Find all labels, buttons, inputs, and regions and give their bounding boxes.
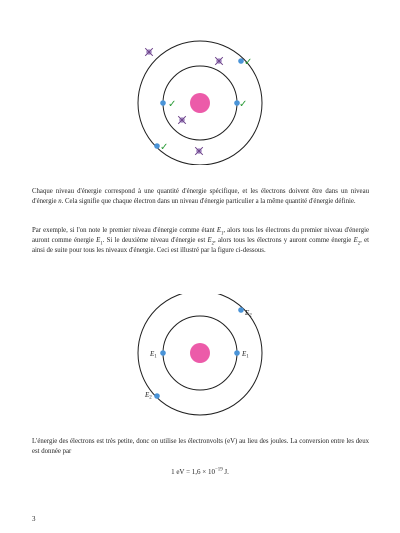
text-segment: Chaque niveau d'énergie correspond à une quantité d'énergie spécifique, et les électrons doivent être dans un niveau d'énergie — [32, 188, 369, 205]
electron-inner-left — [160, 350, 166, 356]
formula-lhs: 1 eV = 1,6 × 10 — [171, 468, 216, 476]
math-variable: E — [207, 237, 212, 244]
paragraph-electronvolt: L'énergie des électrons est très petite, donc on utilise les électronvolts (eV) au lieu des joules. La conversion entre les deux est donnée par — [32, 438, 369, 455]
electron-outer-bottom-left — [154, 393, 160, 399]
electron-outer-bottom-left — [154, 143, 160, 149]
text-segment: , alors tous les électrons du premier niveau d'énergie auront comme énergie — [32, 227, 369, 244]
check-mark-icon: ✓ — [160, 142, 169, 153]
math-subscript: 2 — [211, 241, 215, 247]
electron-outer-top-right — [238, 307, 244, 313]
math-variable: E — [96, 237, 101, 244]
energy-label-e2-bottom: $E_2$ — [145, 391, 152, 401]
cross-mark-icon — [195, 147, 203, 155]
energy-label-e2-top: $E_2$ — [245, 309, 252, 319]
electron-inner-left — [160, 100, 166, 106]
nucleus — [190, 93, 210, 113]
check-mark-icon: ✓ — [239, 99, 248, 110]
nucleus — [190, 343, 210, 363]
atom-diagram-top-svg — [0, 30, 400, 165]
text-segment: , alors tous les électrons y auront comme énergie — [214, 237, 354, 244]
math-variable: n — [58, 198, 62, 205]
math-subscript: 1 — [221, 231, 224, 237]
atom-diagram-bottom-svg — [0, 294, 400, 424]
paragraph-energy-levels — [32, 187, 369, 207]
cross-mark-icon — [145, 48, 153, 56]
text-segment: . Cela signifie que chaque électron dans un niveau d'énergie particulier a la même quantité d'énergie définie. — [61, 198, 356, 205]
math-subscript: 1 — [100, 241, 103, 247]
atom-diagram-energy-levels — [0, 294, 400, 424]
electron-inner-right — [234, 350, 240, 356]
paragraph-example — [32, 226, 369, 256]
check-mark-icon: ✓ — [168, 99, 177, 110]
conversion-formula — [0, 467, 400, 477]
energy-label-e1-right: $E_1$ — [242, 350, 249, 360]
math-subscript: 2 — [357, 241, 361, 247]
cross-mark-icon — [178, 116, 186, 124]
math-variable: E — [216, 227, 221, 234]
atom-diagram-allowed-positions — [0, 30, 400, 165]
formula-unit: J. — [222, 468, 229, 476]
cross-mark-icon — [215, 57, 223, 65]
formula-exponent: −19 — [215, 467, 223, 473]
page-number: 3 — [32, 515, 36, 523]
electron-outer-top-right — [238, 58, 244, 64]
check-mark-icon: ✓ — [244, 57, 253, 68]
text-segment: . Si le deuxième niveau d'énergie est — [102, 237, 208, 244]
text-segment: Par exemple, si l'on note le premier niveau d'énergie comme étant — [32, 227, 217, 234]
text-segment: , et ainsi de suite pour tous les niveaux d'énergie. Ceci est illustré par la figure ci-dessous. — [32, 237, 369, 254]
math-variable: E — [353, 237, 358, 244]
energy-label-e1-left: $E_1$ — [150, 350, 157, 360]
